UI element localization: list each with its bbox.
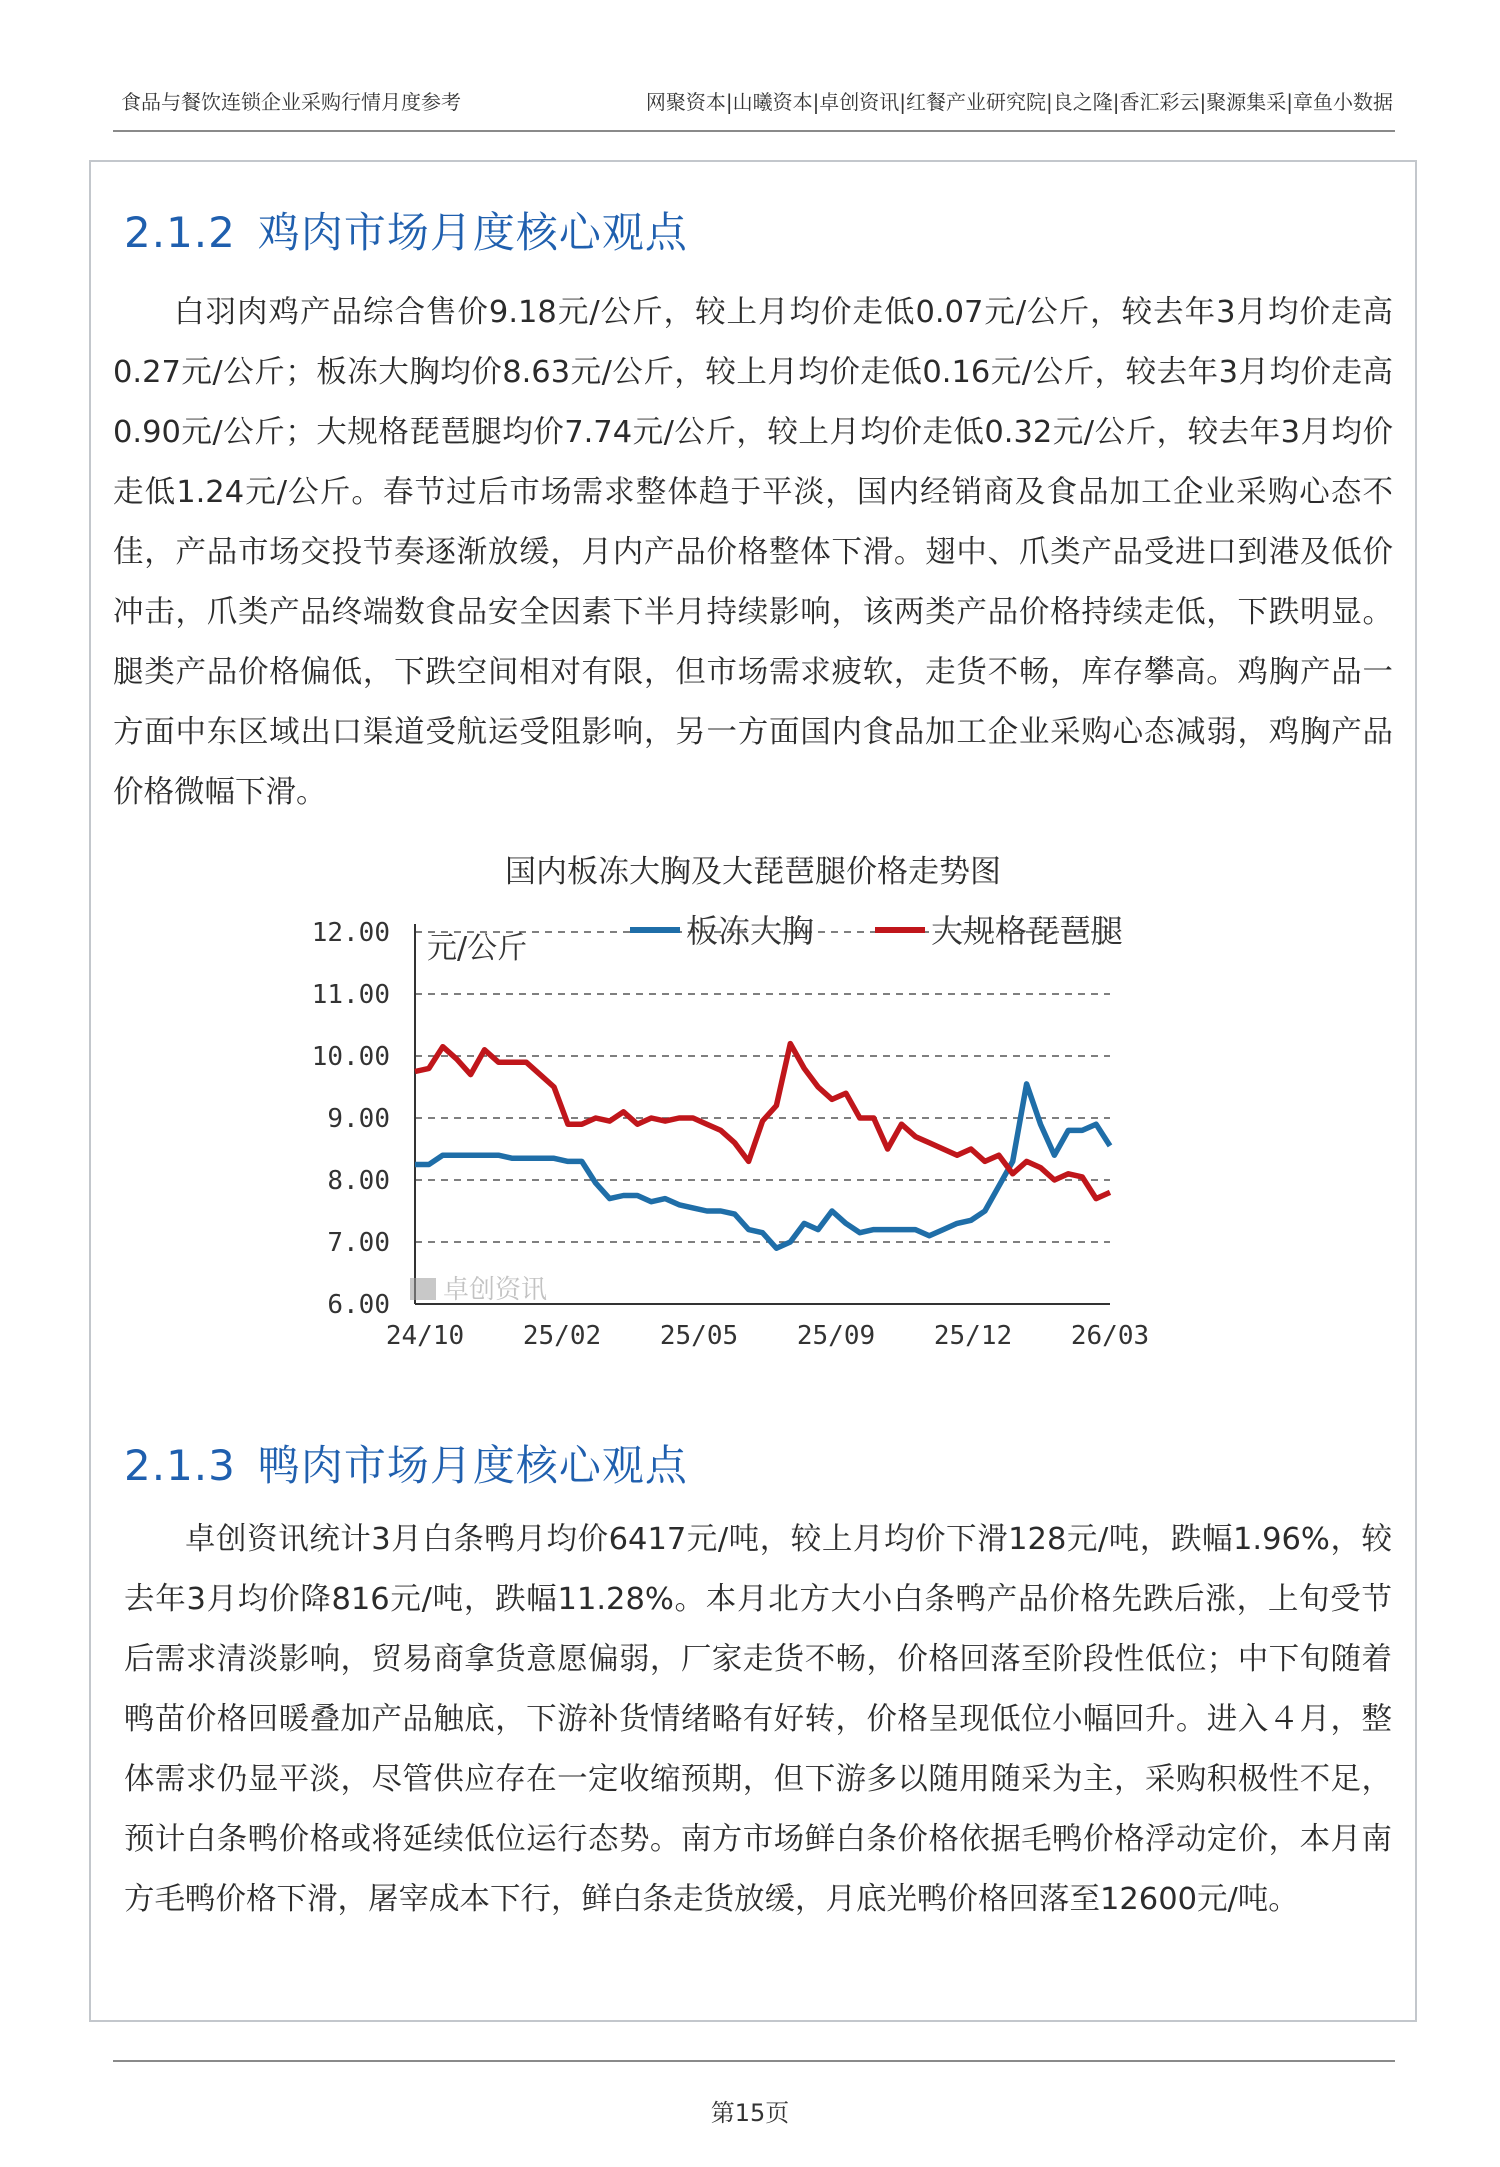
y-tick-label: 9.00: [327, 1104, 390, 1134]
y-tick-label: 8.00: [327, 1166, 390, 1196]
page-number: 第15页: [710, 2099, 790, 2127]
x-tick-label: 26/03: [1070, 1321, 1150, 1351]
section-213-body: [124, 1510, 1392, 1930]
y-tick-label: 10.00: [311, 1042, 390, 1072]
price-trend-chart: [300, 900, 1180, 1374]
legend-label: 大规格琵琶腿: [931, 912, 1124, 950]
section-212-title: 鸡肉市场月度核心观点: [257, 208, 688, 257]
x-tick-label: 25/09: [796, 1321, 876, 1351]
watermark-logo: [410, 1278, 436, 1300]
header-report-title: 食品与餐饮连锁企业采购行情月度参考: [121, 90, 461, 114]
section-212-body: [113, 283, 1393, 823]
y-tick-label: 6.00: [327, 1290, 390, 1320]
chart-svg: [300, 900, 1180, 1370]
y-tick-label: 12.00: [311, 918, 390, 948]
section-212-heading: [124, 200, 688, 260]
section-212-number: 2.1.2: [124, 208, 236, 257]
x-tick-label: 25/02: [522, 1321, 602, 1351]
section-213-title: 鸭肉市场月度核心观点: [257, 1441, 688, 1490]
section-213-number: 2.1.3: [124, 1441, 236, 1490]
y-tick-label: 11.00: [311, 980, 390, 1010]
footer-divider: [113, 2060, 1395, 2062]
legend-label: 板冻大胸: [686, 912, 815, 950]
section-212-paragraph: 白羽肉鸡产品综合售价9.18元/公斤，较上月均价走低0.07元/公斤，较去年3月均价走高0.27元/公斤；板冻大胸均价8.63元/公斤，较上月均价走低0.16元/公斤，较去年3月均价走高0.90元/公斤；大规格琵琶腿均价7.74元/公斤，较上月均价走低0.32元/公斤，较去年3月均价走低1.24元/公斤。春节过后市场需求整体趋于平淡，国内经销商及食品加工企业采购心态不佳，产品市场交投节奏逐渐放缓，月内产品价格整体下滑。翅中、爪类产品受进口到港及低价冲击，爪类产品终端数食品安全因素下半月持续影响，该两类产品价格持续走低，下跌明显。腿类产品价格偏低，下跌空间相对有限，但市场需求疲软，走货不畅，库存攀高。鸡胸产品一方面中东区域出口渠道受航运受阻影响，另一方面国内食品加工企业采购心态减弱，鸡胸产品价格微幅下滑。: [113, 295, 1393, 810]
y-tick-label: 7.00: [327, 1228, 390, 1258]
x-tick-label: 25/05: [659, 1321, 739, 1351]
header-divider: [113, 130, 1395, 132]
header-partners: 网聚资本|山曦资本|卓创资讯|红餐产业研究院|良之隆|香汇彩云|聚源集采|章鱼小数据: [645, 90, 1393, 114]
section-213-paragraph: 卓创资讯统计3月白条鸭月均价6417元/吨，较上月均价下滑128元/吨，跌幅1.96%，较去年3月均价降816元/吨，跌幅11.28%。本月北方大小白条鸭产品价格先跌后涨，上旬受节后需求清淡影响，贸易商拿货意愿偏弱，厂家走货不畅，价格回落至阶段性低位；中下旬随着鸭苗价格回暖叠加产品触底，下游补货情绪略有好转，价格呈现低位小幅回升。进入４月，整体需求仍显平淡，尽管供应存在一定收缩预期，但下游多以随用随采为主，采购积极性不足，预计白条鸭价格或将延续低位运行态势。南方市场鲜白条价格依据毛鸭价格浮动定价，本月南方毛鸭价格下滑，屠宰成本下行，鲜白条走货放缓，月底光鸭价格回落至12600元/吨。: [124, 1522, 1392, 1917]
section-213-heading: [124, 1433, 688, 1493]
x-tick-label: 24/10: [385, 1321, 465, 1351]
watermark-text: 卓创资讯: [443, 1275, 548, 1305]
y-axis-unit: 元/公斤: [427, 931, 528, 966]
x-tick-label: 25/12: [933, 1321, 1013, 1351]
chart-title: 国内板冻大胸及大琵琶腿价格走势图: [505, 854, 1001, 890]
page-header: [113, 82, 1393, 122]
